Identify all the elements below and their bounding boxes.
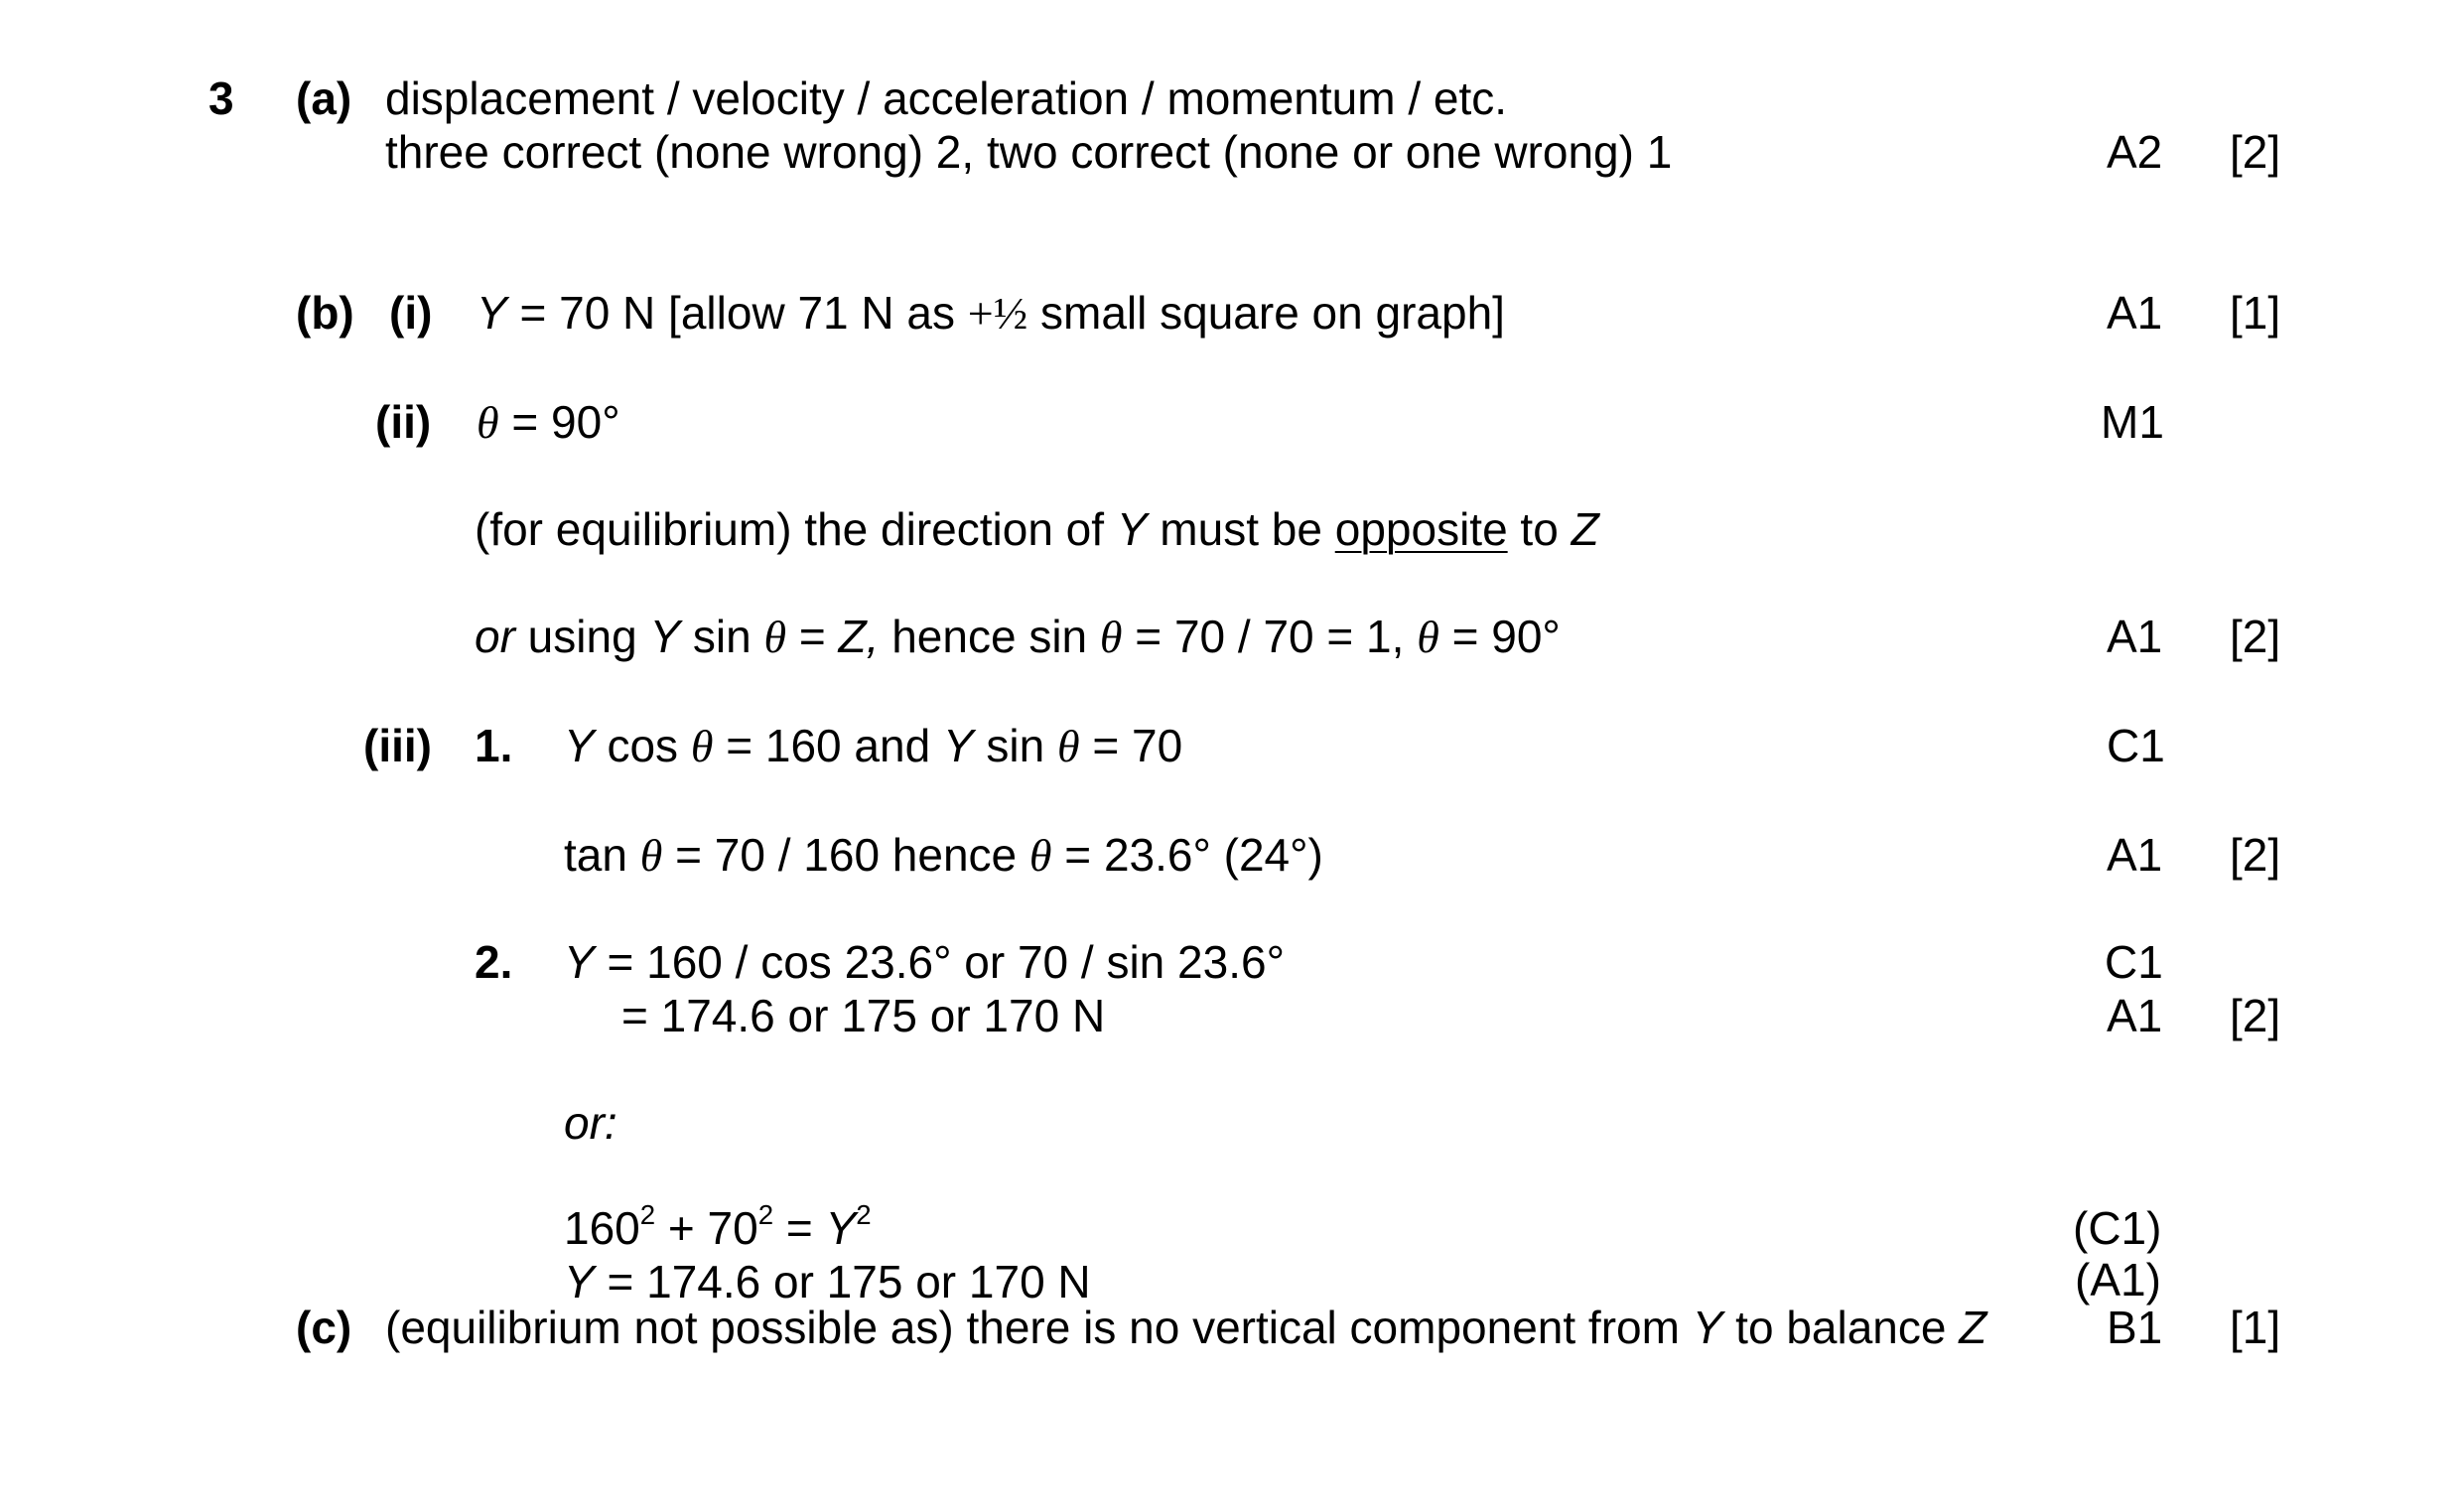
part-b-iii-2-mark1: C1 <box>2105 936 2163 988</box>
part-b-iii-1-line1: Y cos θ = 160 and Y sin θ = 70 <box>564 720 1183 771</box>
part-c-text: (equilibrium not possible as) there is no vertical component from Y to balance Z <box>385 1302 1987 1353</box>
part-b-i-label: (i) <box>389 287 433 339</box>
part-a-total: [2] <box>2230 126 2281 178</box>
part-a-mark: A2 <box>2107 126 2163 178</box>
part-b-ii-mark1: M1 <box>2101 396 2164 448</box>
part-c-label: (c) <box>296 1302 352 1353</box>
part-b-iii-1-mark1: C1 <box>2107 720 2165 771</box>
part-b-ii-mark2: A1 <box>2107 611 2163 662</box>
part-c-total: [1] <box>2230 1302 2281 1353</box>
part-b-iii-1-line2: tan θ = 70 / 160 hence θ = 23.6° (24°) <box>564 829 1323 881</box>
part-b-ii-statement: (for equilibrium) the direction of Y must be opposite to Z <box>475 503 1599 555</box>
part-b-iii-2-alt-mark2: (A1) <box>2075 1254 2161 1306</box>
part-b-iii-2-mark2: A1 <box>2107 990 2163 1041</box>
part-a-line1: displacement / velocity / acceleration / momentum / etc. <box>385 72 1508 124</box>
part-c-mark: B1 <box>2107 1302 2163 1353</box>
part-b-ii-total: [2] <box>2230 611 2281 662</box>
part-b-iii-2-label: 2. <box>475 936 513 988</box>
part-b-i-mark: A1 <box>2107 287 2163 339</box>
part-a-label: (a) <box>296 72 352 124</box>
part-b-iii-2-line1: Y = 160 / cos 23.6° or 70 / sin 23.6° <box>564 936 1285 988</box>
part-b-iii-2-alt-line2: Y = 174.6 or 175 or 170 N <box>564 1256 1091 1307</box>
part-b-i-total: [1] <box>2230 287 2281 339</box>
part-b-i-text: Y = 70 N [allow 71 N as +½ small square on graph] <box>477 287 1505 339</box>
part-b-iii-2-line2: = 174.6 or 175 or 170 N <box>621 990 1106 1041</box>
part-b-iii-2-or: or: <box>564 1097 617 1149</box>
part-b-ii-alternative: or using Y sin θ = Z, hence sin θ = 70 / 70 = 1, θ = 90° <box>475 611 1561 662</box>
part-b-iii-label: (iii) <box>363 720 432 771</box>
question-number: 3 <box>208 72 234 124</box>
part-b-iii-2-total: [2] <box>2230 990 2281 1041</box>
part-b-iii-1-label: 1. <box>475 720 513 771</box>
part-b-label: (b) <box>296 287 354 339</box>
part-b-iii-1-mark2: A1 <box>2107 829 2163 881</box>
part-b-ii-eq: θ = 90° <box>477 396 620 448</box>
part-b-ii-label: (ii) <box>375 396 432 448</box>
part-a-line2: three correct (none wrong) 2, two correct (none or one wrong) 1 <box>385 126 1673 178</box>
part-b-iii-2-alt-mark1: (C1) <box>2073 1202 2162 1254</box>
part-b-iii-2-alt-line1: $160^2 + 70^2 = Y^2$ <box>564 1199 872 1254</box>
part-b-iii-1-total: [2] <box>2230 829 2281 881</box>
